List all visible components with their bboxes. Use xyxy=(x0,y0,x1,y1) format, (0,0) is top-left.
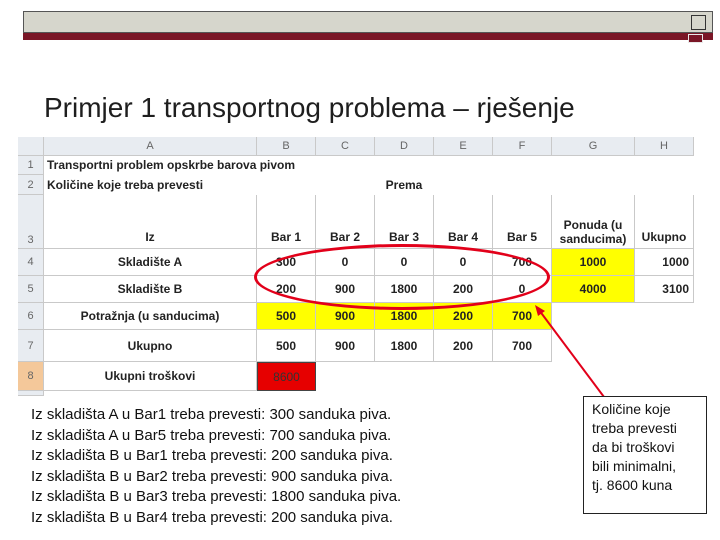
cost-label: Ukupni troškovi xyxy=(44,362,257,391)
bar-header: Bar 5 xyxy=(493,195,552,249)
column-total-cell[interactable]: 500 xyxy=(257,330,316,362)
col-header-d: D xyxy=(375,137,434,156)
col-header-f: F xyxy=(493,137,552,156)
callout-line: Količine koje xyxy=(592,401,671,417)
result-line: Iz skladišta B u Bar4 treba prevesti: 200 sanduka piva. xyxy=(31,508,393,526)
callout-line: treba prevesti xyxy=(592,420,677,436)
bar-header: Bar 1 xyxy=(257,195,316,249)
supply-cell[interactable]: 4000 xyxy=(552,276,635,303)
sheet-title: Transportni problem opskrbe barova pivom xyxy=(47,158,296,172)
sheet-subtitle: Količine koje treba prevesti xyxy=(47,177,204,192)
callout-line: tj. 8600 kuna xyxy=(592,477,673,493)
row-header-4: 4 xyxy=(18,249,44,276)
row-header-1: 1 xyxy=(18,156,44,175)
allocation-cell[interactable]: 300 xyxy=(257,249,316,276)
bar-header: Bar 2 xyxy=(316,195,375,249)
ponuda-header: Ponuda (u sanducima) xyxy=(552,195,635,249)
allocation-cell[interactable]: 200 xyxy=(434,276,493,303)
bar-header: Bar 3 xyxy=(375,195,434,249)
result-line: Iz skladišta A u Bar1 treba prevesti: 300 sanduka piva. xyxy=(31,406,392,423)
col-header-b: B xyxy=(257,137,316,156)
allocation-cell[interactable]: 0 xyxy=(493,276,552,303)
row-header-6: 6 xyxy=(18,303,44,330)
callout-line: da bi troškovi xyxy=(592,439,675,455)
column-total-cell[interactable]: 900 xyxy=(316,330,375,362)
total-label: Ukupno xyxy=(44,330,257,362)
allocation-cell[interactable]: 0 xyxy=(434,249,493,276)
column-total-cell[interactable]: 200 xyxy=(434,330,493,362)
row-header-7: 7 xyxy=(18,330,44,362)
demand-cell[interactable]: 1800 xyxy=(375,303,434,330)
demand-cell[interactable]: 900 xyxy=(316,303,375,330)
column-total-cell[interactable]: 1800 xyxy=(375,330,434,362)
supply-cell[interactable]: 1000 xyxy=(552,249,635,276)
result-line: Iz skladišta A u Bar5 treba prevesti: 700 sanduka piva. xyxy=(31,426,392,444)
result-lines xyxy=(31,405,401,529)
result-line: Iz skladišta B u Bar3 treba prevesti: 1800 sanduka piva. xyxy=(31,488,402,506)
col-header-g: G xyxy=(552,137,635,156)
prema-label: Prema xyxy=(385,177,423,192)
result-line: Iz skladišta B u Bar1 treba prevesti: 200 sanduka piva. xyxy=(31,447,393,465)
column-total-cell[interactable]: 700 xyxy=(493,330,552,362)
ukupno-header: Ukupno xyxy=(635,195,694,249)
bar-header: Bar 4 xyxy=(434,195,493,249)
total-cost-cell[interactable]: 8600 xyxy=(257,362,316,391)
col-header-h: H xyxy=(635,137,694,156)
allocation-cell[interactable]: 0 xyxy=(316,249,375,276)
demand-label: Potražnja (u sanducima) xyxy=(44,303,257,330)
allocation-cell[interactable]: 0 xyxy=(375,249,434,276)
row-total-cell[interactable]: 3100 xyxy=(635,276,694,303)
demand-cell[interactable]: 200 xyxy=(434,303,493,330)
iz-header: Iz xyxy=(44,195,257,249)
col-header-a: A xyxy=(44,137,257,156)
col-header-e: E xyxy=(434,137,493,156)
slide-title: Primjer 1 transportnog problema – rješenje xyxy=(44,92,575,123)
allocation-cell[interactable]: 700 xyxy=(493,249,552,276)
demand-cell[interactable]: 500 xyxy=(257,303,316,330)
warehouse-label: Skladište B xyxy=(44,276,257,303)
callout-box xyxy=(583,396,707,514)
row-header-3: 3 xyxy=(18,195,44,249)
warehouse-label: Skladište A xyxy=(44,249,257,276)
row-header-8: 8 xyxy=(18,362,44,391)
row-header-2: 2 xyxy=(18,175,44,195)
row-total-cell[interactable]: 1000 xyxy=(635,249,694,276)
allocation-cell[interactable]: 1800 xyxy=(375,276,434,303)
col-header-c: C xyxy=(316,137,375,156)
result-line: Iz skladišta B u Bar2 treba prevesti: 900 sanduka piva. xyxy=(31,467,393,485)
callout-line: bili minimalni, xyxy=(592,458,677,474)
allocation-cell[interactable]: 200 xyxy=(257,276,316,303)
row-header-5: 5 xyxy=(18,276,44,303)
demand-cell[interactable]: 700 xyxy=(493,303,552,330)
allocation-cell[interactable]: 900 xyxy=(316,276,375,303)
